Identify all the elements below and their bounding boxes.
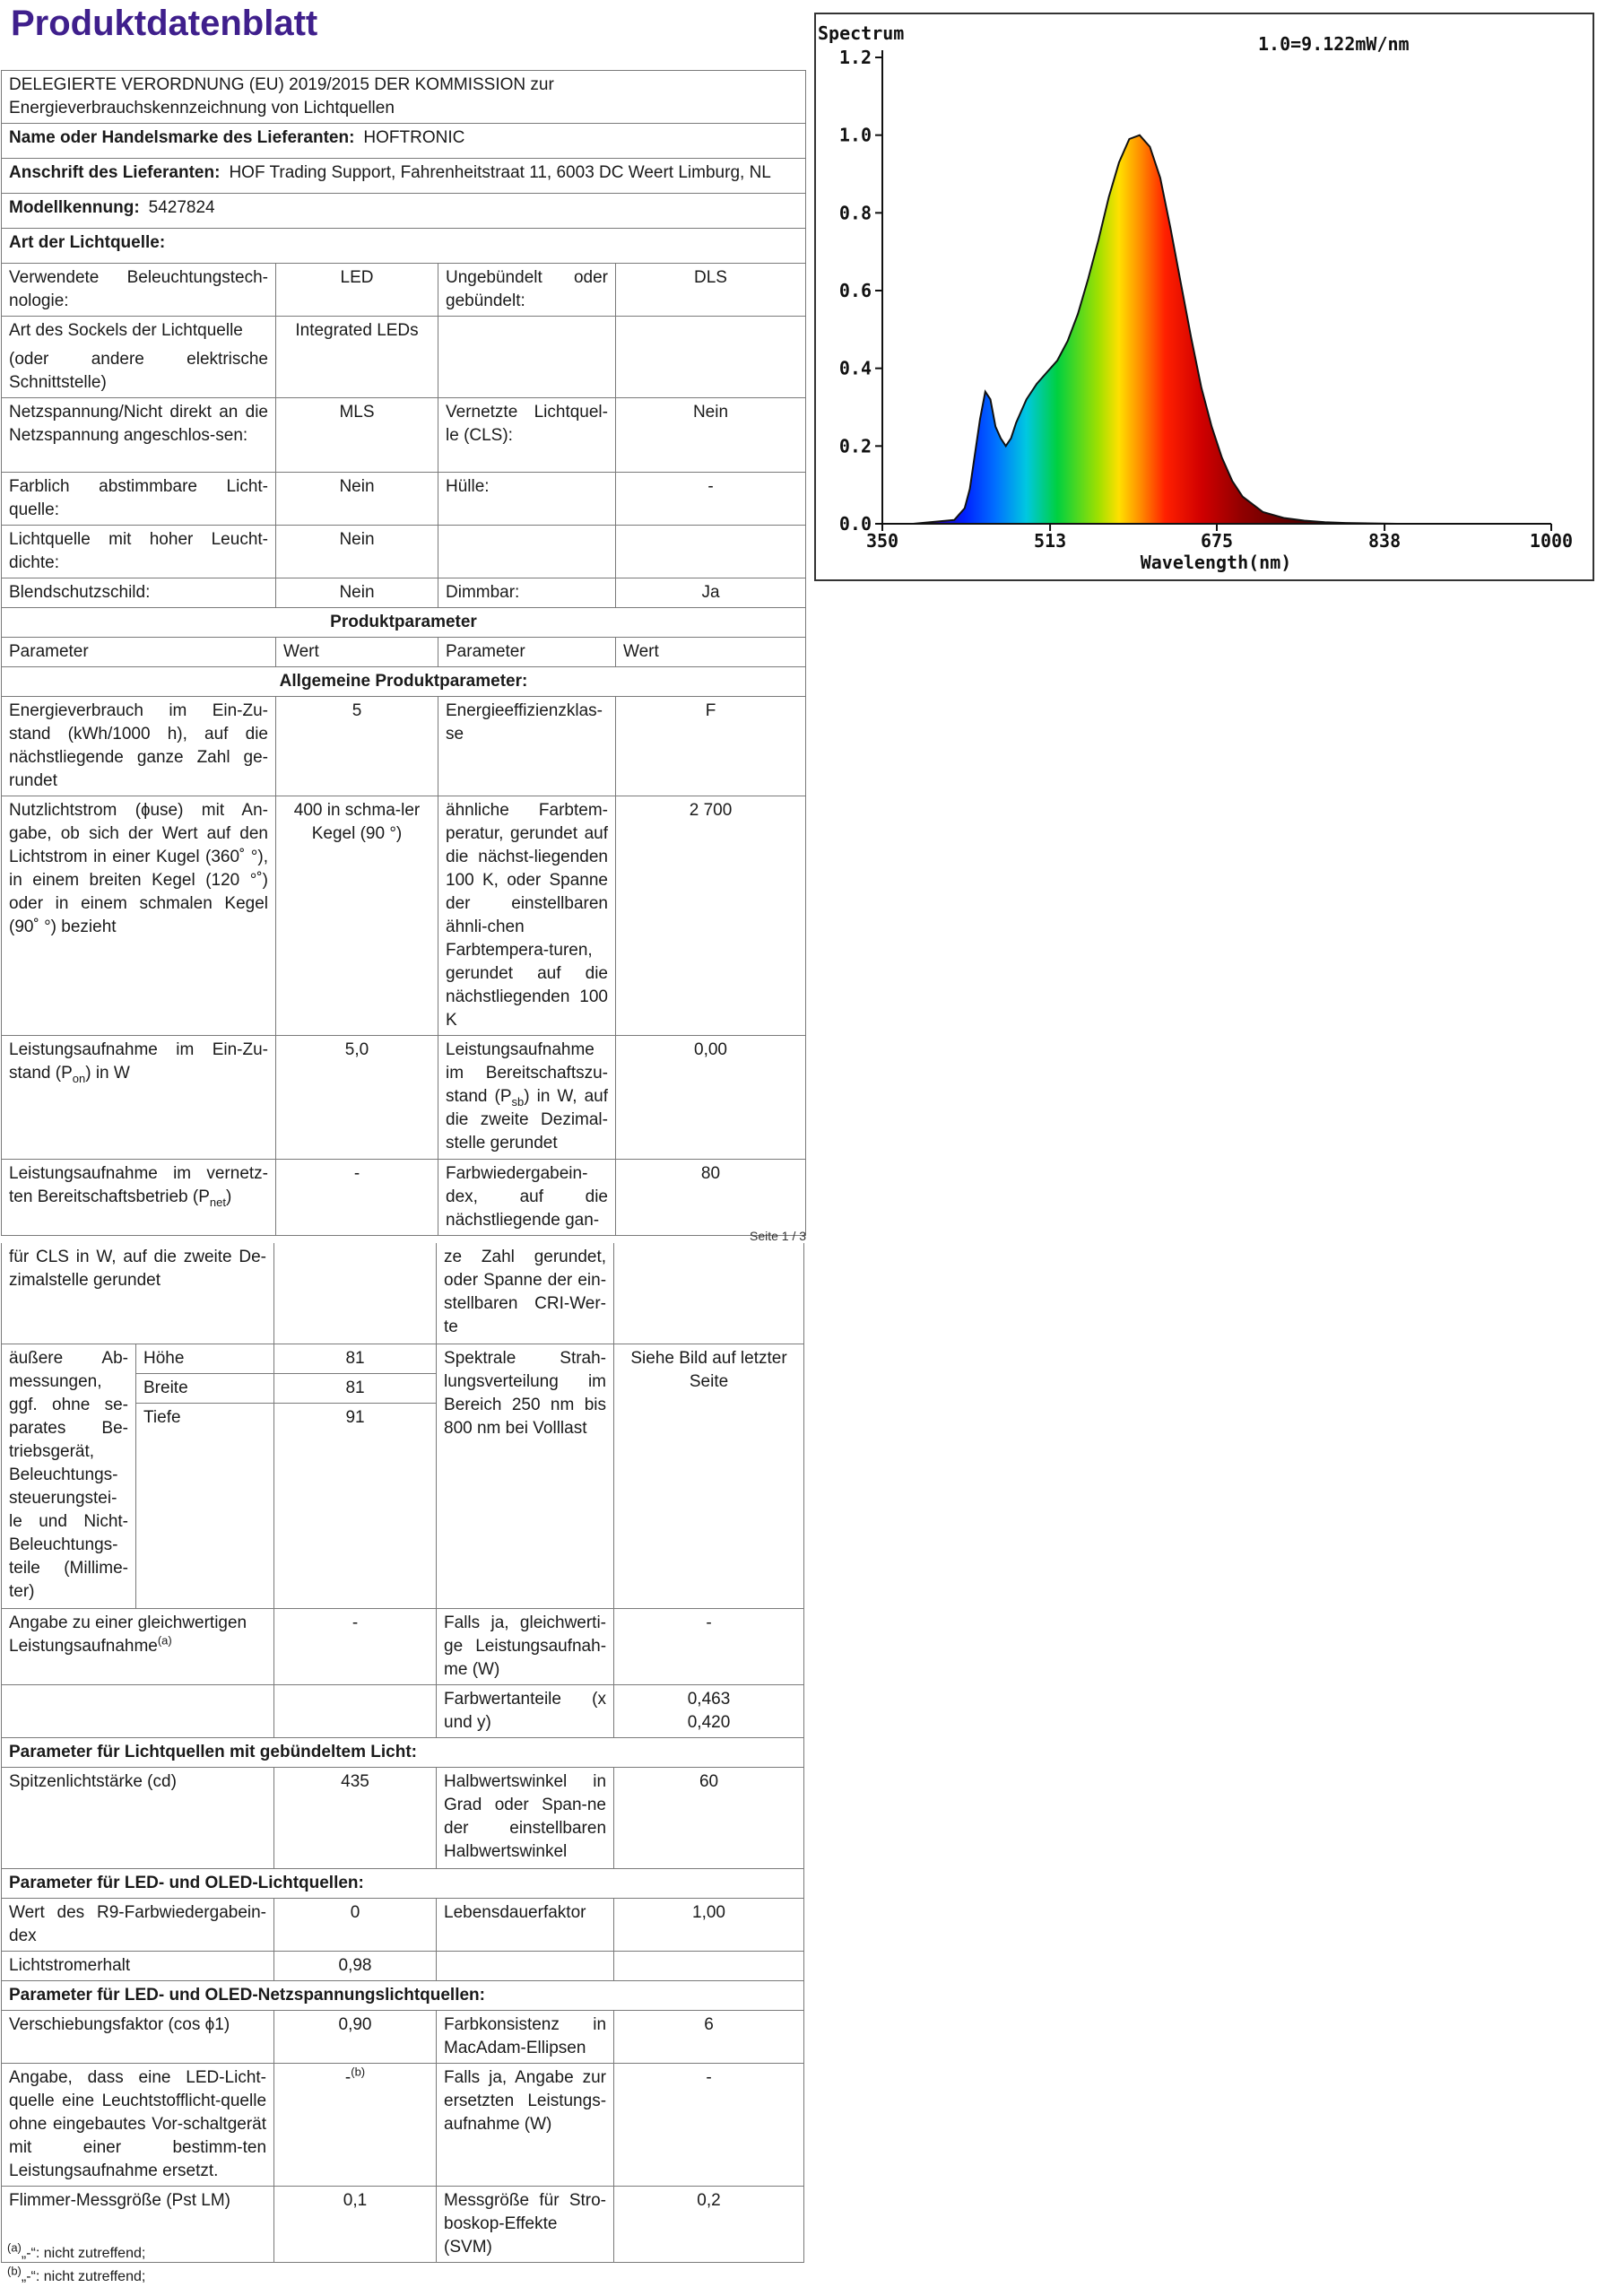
led-parameters-heading: Parameter für LED- und OLED-Lichtquellen: xyxy=(2,1868,804,1898)
chart-title: Spectrum xyxy=(818,22,905,44)
pnet-label-text: Leistungsaufnahme im vernetz-ten Bereitschaftsbetrieb (P xyxy=(9,1164,268,1206)
cap-value: Integrated LEDs xyxy=(276,317,438,398)
dimmable-label: Dimmbar: xyxy=(438,578,616,608)
model-row xyxy=(2,194,806,229)
replacement-claim-label: Angabe, dass eine LED-Licht-quelle eine Leuchtstofflicht-quelle ohne eingebautes Vor-schaltgerät mit einer bestimm-ten Leistungsaufnahme ersetzt. xyxy=(2,2063,274,2186)
footnote-a xyxy=(7,2242,145,2266)
spectral-distribution-value: Siehe Bild auf letzter Seite xyxy=(614,1344,804,1608)
x-tick-label: 1000 xyxy=(1529,530,1574,552)
dimmable-value: Ja xyxy=(616,578,806,608)
spectrum-chart xyxy=(814,13,1594,581)
pon-subscript: on xyxy=(72,1071,86,1085)
energy-class-label: Energieeffizienzklas-se xyxy=(438,697,616,796)
empty-cell xyxy=(437,1951,614,1980)
x-tick-label: 838 xyxy=(1368,530,1402,552)
equivalent-power-claim-label xyxy=(2,1608,274,1684)
pon-label-unit: ) in W xyxy=(85,1064,130,1083)
mls-parameters-heading: Parameter für LED- und OLED-Netzspannungslichtquellen: xyxy=(2,1980,804,2010)
chromaticity-y: 0,420 xyxy=(687,1712,731,1732)
luminous-flux-label: Nutzlichtstrom (ɸuse) mit An-gabe, ob sich der Wert auf den Lichtstrom in einer Kugel (360˚ °), in einem breiten Kegel (120 °˚) oder in einem schmalen Kegel (90˚ °) bezieht xyxy=(2,796,276,1036)
footnote-a-text: „-“: nicht zutreffend; xyxy=(21,2246,146,2261)
model-value: 5427824 xyxy=(148,198,215,217)
width-label: Breite xyxy=(136,1373,274,1403)
cct-label: ähnliche Farbtem-peratur, gerundet auf die nächst-liegenden 100 K, oder Spanne der einstellbaren ähnli-chen Farbtempera-turen, gerundet auf die nächstliegenden 100 K xyxy=(438,796,616,1036)
pnet-label-continued: für CLS in W, auf die zweite De-zimalstelle gerundet xyxy=(2,1243,274,1344)
datasheet-table-part2 xyxy=(1,1243,804,2263)
pon-value: 5,0 xyxy=(276,1036,438,1160)
empty-cell xyxy=(2,1684,274,1737)
equivalent-power-label: Falls ja, gleichwerti-ge Leistungsaufnah-me (W) xyxy=(437,1608,614,1684)
replaced-power-label: Falls ja, Angabe zur ersetzten Leistungs-aufnahme (W) xyxy=(437,2063,614,2186)
psb-label xyxy=(438,1036,616,1160)
address-label: Anschrift des Lieferanten: xyxy=(9,163,221,182)
brand-value: HOFTRONIC xyxy=(363,128,465,147)
power-factor-value: 0,90 xyxy=(274,2010,437,2063)
psb-label-unit: ) in W, auf die zweite Dezimal-stelle gerundet xyxy=(446,1087,609,1152)
col-header-parameter: Parameter xyxy=(438,638,616,667)
cap-label xyxy=(2,317,276,398)
footnotes xyxy=(7,2242,145,2289)
width-value: 81 xyxy=(274,1373,437,1403)
cap-label-line1: Art des Sockels der Lichtquelle xyxy=(9,321,243,340)
empty-cell xyxy=(614,1951,804,1980)
y-tick-label: 0.6 xyxy=(838,280,872,301)
y-tick-label: 0.4 xyxy=(838,357,872,379)
regulation-text: DELEGIERTE VERORDNUNG (EU) 2019/2015 DER KOMMISSION zur Energieverbrauchskennzeichnung von Lichtquellen xyxy=(2,71,806,124)
flicker-metric-value: 0,1 xyxy=(274,2186,437,2262)
beam-angle-label: Halbwertswinkel in Grad oder Span-ne der einstellbaren Halbwertswinkel xyxy=(437,1767,614,1868)
supplier-brand-row xyxy=(2,124,806,159)
spectral-distribution-label: Spektrale Strah-lungsverteilung im Bereich 250 nm bis 800 nm bei Volllast xyxy=(437,1344,614,1608)
footnote-b-mark: (b) xyxy=(7,2264,22,2278)
cls-value: Nein xyxy=(616,398,806,473)
peak-intensity-value: 435 xyxy=(274,1767,437,1868)
cri-value: 80 xyxy=(616,1160,806,1236)
footnote-mark-b: (b) xyxy=(351,2065,366,2079)
y-tick-label: 1.0 xyxy=(838,124,872,146)
general-parameters-heading: Allgemeine Produktparameter: xyxy=(2,667,806,697)
psb-value: 0,00 xyxy=(616,1036,806,1160)
envelope-label: Hülle: xyxy=(438,473,616,526)
beam-angle-value: 60 xyxy=(614,1767,804,1868)
footnote-mark-a: (a) xyxy=(157,1633,172,1648)
glare-label: Blendschutzschild: xyxy=(2,578,276,608)
equivalent-power-claim-value: - xyxy=(274,1608,437,1684)
bundled-label: Ungebündelt oder gebündelt: xyxy=(438,264,616,317)
empty-cell xyxy=(438,317,616,398)
psb-label-text: Leistungsaufnahme im Bereitschaftszu-stand (P xyxy=(446,1040,608,1106)
pnet-label xyxy=(2,1160,276,1236)
glare-value: Nein xyxy=(276,578,438,608)
chromaticity-value xyxy=(614,1684,804,1737)
y-tick-label: 1.2 xyxy=(838,47,872,68)
y-tick-label: 0.0 xyxy=(838,513,872,535)
lumen-maintenance-label: Lichtstromerhalt xyxy=(2,1951,274,1980)
cls-label: Vernetzte Lichtquel-le (CLS): xyxy=(438,398,616,473)
model-label: Modellkennung: xyxy=(9,198,140,217)
technology-value: LED xyxy=(276,264,438,317)
col-header-value: Wert xyxy=(276,638,438,667)
mains-label: Netzspannung/Nicht direkt an die Netzspannung angeschlos-sen: xyxy=(2,398,276,473)
empty-cell xyxy=(616,526,806,578)
cri-label: Farbwiedergabein-dex, auf die nächstliegende gan- xyxy=(438,1160,616,1236)
depth-value: 91 xyxy=(274,1403,437,1608)
energy-consumption-value: 5 xyxy=(276,697,438,796)
brand-label: Name oder Handelsmarke des Lieferanten: xyxy=(9,128,355,147)
x-axis-label: Wavelength(nm) xyxy=(1140,552,1292,573)
stroboscopic-metric-value: 0,2 xyxy=(614,2186,804,2262)
pon-label-text: Leistungsaufnahme im Ein-Zu-stand (P xyxy=(9,1040,268,1083)
high-luminance-label: Lichtquelle mit hoher Leucht-dichte: xyxy=(2,526,276,578)
cri-label-continued: ze Zahl gerundet, oder Spanne der ein-stellbaren CRI-Wer-te xyxy=(437,1243,614,1344)
energy-consumption-label: Energieverbrauch im Ein-Zu-stand (kWh/1000 h), auf die nächstliegende ganze Zahl ge-rundet xyxy=(2,697,276,796)
stroboscopic-metric-label: Messgröße für Stro-boskop-Effekte (SVM) xyxy=(437,2186,614,2262)
dls-parameters-heading: Parameter für Lichtquellen mit gebündeltem Licht: xyxy=(2,1737,804,1767)
replaced-power-value: - xyxy=(614,2063,804,2186)
datasheet-table-part1 xyxy=(1,70,806,1236)
pnet-subscript: net xyxy=(209,1195,226,1209)
equivalent-claim-text: Angabe zu einer gleichwertigen Leistungsaufnahme xyxy=(9,1613,247,1656)
cap-label-line2: (oder andere elektrische Schnittstelle) xyxy=(9,350,268,392)
pnet-value: - xyxy=(276,1160,438,1236)
replacement-claim-value xyxy=(274,2063,437,2186)
col-header-value: Wert xyxy=(616,638,806,667)
chart-annotation: 1.0=9.122mW/nm xyxy=(1258,33,1410,55)
empty-cell xyxy=(438,526,616,578)
bundled-value: DLS xyxy=(616,264,806,317)
empty-cell xyxy=(614,1243,804,1344)
x-tick-label: 513 xyxy=(1034,530,1067,552)
technology-label: Verwendete Beleuchtungstech-nologie: xyxy=(2,264,276,317)
height-label: Höhe xyxy=(136,1344,274,1373)
psb-subscript: sb xyxy=(511,1094,525,1109)
col-header-parameter: Parameter xyxy=(2,638,276,667)
empty-cell xyxy=(616,317,806,398)
power-factor-label: Verschiebungsfaktor (cos ϕ1) xyxy=(2,2010,274,2063)
survival-factor-value: 1,00 xyxy=(614,1898,804,1951)
equivalent-power-value: - xyxy=(614,1608,804,1684)
y-tick-label: 0.8 xyxy=(838,202,872,224)
empty-cell xyxy=(274,1243,437,1344)
lumen-maintenance-value: 0,98 xyxy=(274,1951,437,1980)
luminous-flux-value: 400 in schma-ler Kegel (90 °) xyxy=(276,796,438,1036)
dimensions-label: äußere Ab-messungen, ggf. ohne se-parates Be-triebsgerät, Beleuchtungs-steuerungstei-le und Nicht-Beleuchtungs-teile (Millime-ter) xyxy=(2,1344,136,1608)
envelope-value: - xyxy=(616,473,806,526)
y-tick-label: 0.2 xyxy=(838,435,872,457)
tunable-value: Nein xyxy=(276,473,438,526)
page-number: Seite 1 / 3 xyxy=(750,1229,807,1243)
flicker-metric-label: Flimmer-Messgröße (Pst LM) xyxy=(2,2186,274,2262)
r9-value: 0 xyxy=(274,1898,437,1951)
tunable-label: Farblich abstimmbare Licht-quelle: xyxy=(2,473,276,526)
x-tick-label: 350 xyxy=(865,530,899,552)
chromaticity-label: Farbwertanteile (x und y) xyxy=(437,1684,614,1737)
pon-label xyxy=(2,1036,276,1160)
light-source-type-heading: Art der Lichtquelle: xyxy=(2,229,806,264)
pnet-label-unit: ) xyxy=(225,1187,232,1206)
energy-class-value: F xyxy=(616,697,806,796)
colour-consistency-label: Farbkonsistenz in MacAdam-Ellipsen xyxy=(437,2010,614,2063)
supplier-address-row xyxy=(2,159,806,194)
peak-intensity-label: Spitzenlichtstärke (cd) xyxy=(2,1767,274,1868)
document-title: Produktdatenblatt xyxy=(11,4,318,43)
replacement-claim-dash: - xyxy=(344,2067,352,2087)
x-tick-label: 675 xyxy=(1200,530,1234,552)
empty-cell xyxy=(274,1684,437,1737)
survival-factor-label: Lebensdauerfaktor xyxy=(437,1898,614,1951)
high-luminance-value: Nein xyxy=(276,526,438,578)
mains-value: MLS xyxy=(276,398,438,473)
footnote-b-text: „-“: nicht zutreffend; xyxy=(21,2269,146,2284)
product-parameters-heading: Produktparameter xyxy=(2,608,806,638)
r9-label: Wert des R9-Farbwiedergabein-dex xyxy=(2,1898,274,1951)
depth-label: Tiefe xyxy=(136,1403,274,1608)
footnote-a-mark: (a) xyxy=(7,2240,22,2255)
colour-consistency-value: 6 xyxy=(614,2010,804,2063)
address-value: HOF Trading Support, Fahrenheitstraat 11, 6003 DC Weert Limburg, NL xyxy=(229,163,771,182)
cct-value: 2 700 xyxy=(616,796,806,1036)
chromaticity-x: 0,463 xyxy=(687,1689,731,1709)
footnote-b xyxy=(7,2266,145,2289)
height-value: 81 xyxy=(274,1344,437,1373)
